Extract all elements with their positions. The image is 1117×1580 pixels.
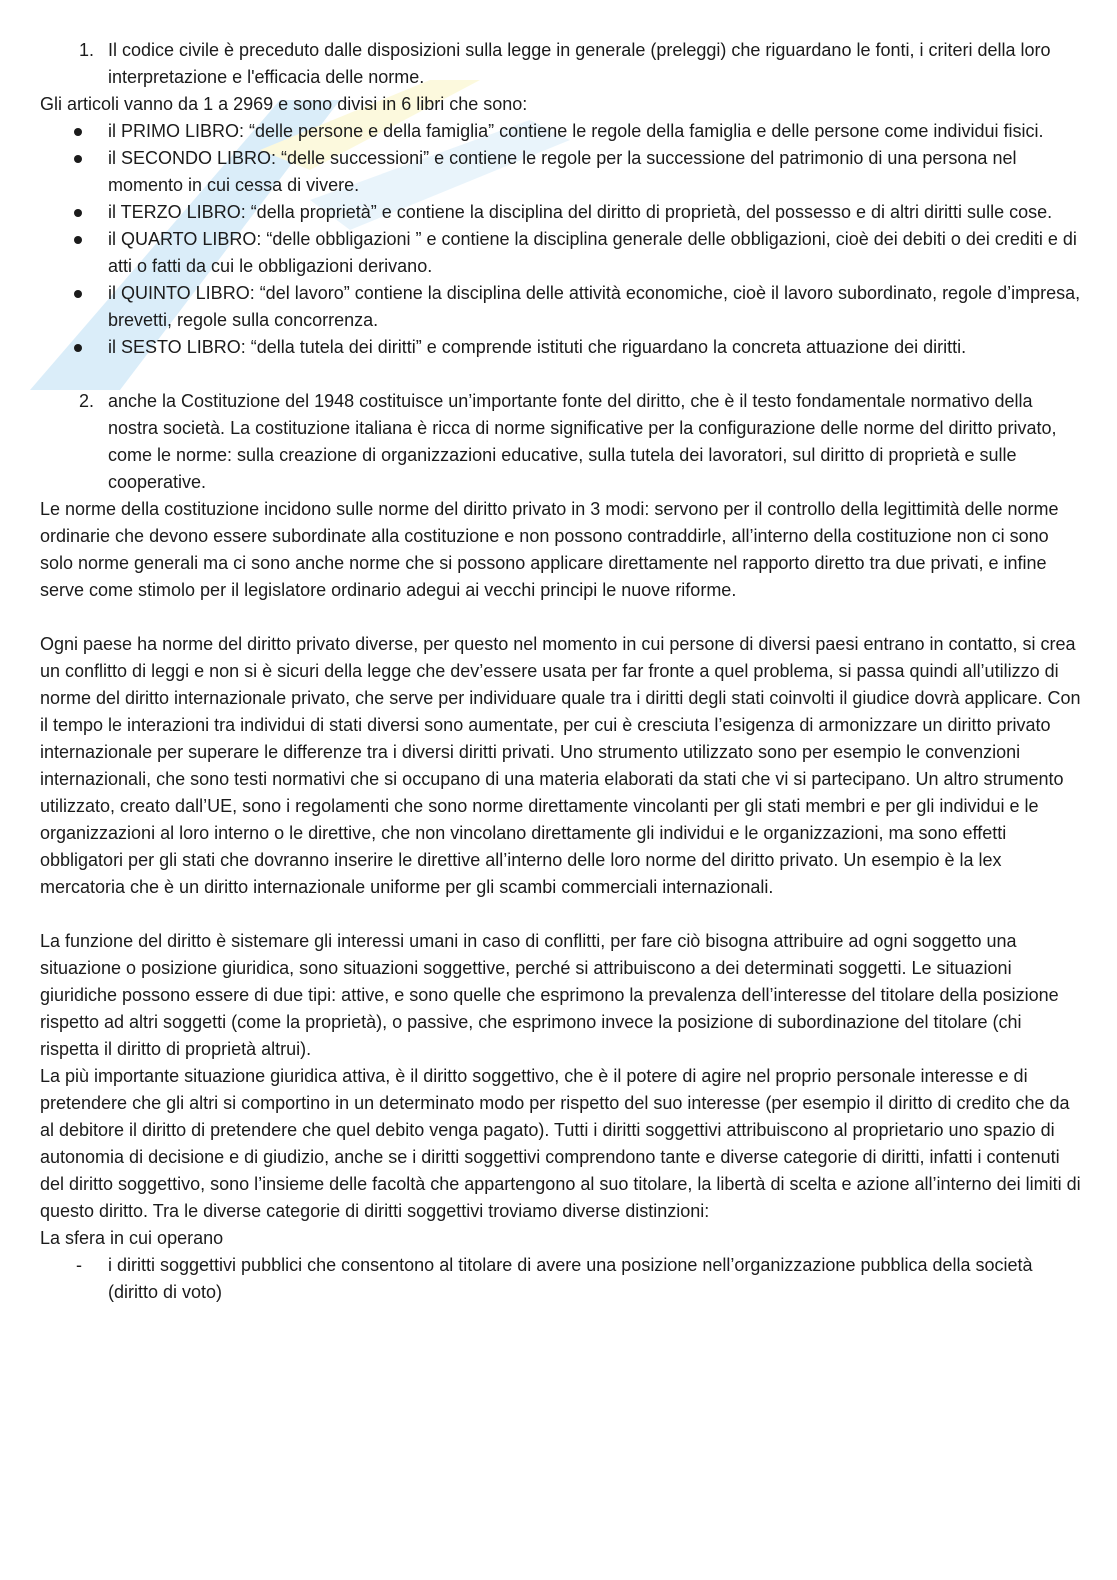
paragraph-function: La funzione del diritto è sistemare gli interessi umani in caso di conflitti, per fare ciò bisogna attribuire ad ogni soggetto una situazione o posizione giuridica, sono situazioni soggettive, perché si attribuiscono a dei determinati soggetti. Le situazioni giuridiche possono essere di due tipi: attive, e sono quelle che esprimono la prevalenza dell’interesse del titolare della posizione rispetto ad altri soggetti (come la proprietà), o passive, che esprimono invece la posizione di subordinazione del titolare (chi rispetta il diritto di proprietà altrui).	[40, 931, 1059, 1059]
bullet-icon	[40, 334, 108, 361]
numbered-item-2	[40, 388, 1082, 496]
numbered-item-1	[40, 37, 1082, 91]
list-item	[40, 118, 1082, 145]
bullet-icon	[40, 145, 108, 199]
list-item	[40, 145, 1082, 199]
dash-list-item	[40, 1252, 1082, 1306]
spacer	[40, 604, 1082, 631]
spacer	[40, 901, 1082, 928]
paragraph-constitution: Le norme della costituzione incidono sulle norme del diritto privato in 3 modi: servono per il controllo della legittimità delle norme ordinarie che devono essere subordinate alla costituzione e non possono contraddirle, all’interno della costituzione non ci sono solo norme generali ma ci sono anche norme che si possono applicare direttamente nel rapporto diretto tra due privati, e infine serve come stimolo per il legislatore ordinario adegui ai vecchi principi le nuove riforme.	[40, 499, 1059, 600]
bullet-icon	[40, 118, 108, 145]
bullet-icon	[40, 226, 108, 280]
list-item	[40, 280, 1082, 334]
paragraph-international: Ogni paese ha norme del diritto privato diverse, per questo nel momento in cui persone di diversi paesi entrano in contatto, si crea un conflitto di leggi e non si è sicuri della legge che dev’essere usata per far fronte a quel problema, si passa quindi all’utilizzo di norme del diritto internazionale privato, che serve per individuare quale tra i diritti degli stati coinvolti il giudice dovrà applicare. Con il tempo le interazioni tra individui di stati diversi sono aumentate, per cui è cresciuta l’esigenza di armonizzare un diritto privato internazionale per superare le differenze tra i diversi diritti privati. Uno strumento utilizzato sono per esempio le convenzioni internazionali, che sono testi normativi che si occupano di una materia elaborati da stati che vi si partecipano. Un altro strumento utilizzato, creato dall’UE, sono i regolamenti che sono norme direttamente vincolanti per gli stati membri e per gli individui e le organizzazioni al loro interno o le direttive, che non vincolano direttamente gli individui e le organizzazioni, ma sono effetti obbligatori per gli stati che dovranno inserire le direttive all’interno delle loro norme del diritto privato. Un esempio è la lex mercatoria che è un diritto internazionale uniforme per gli scambi commerciali internazionali.	[40, 634, 1081, 897]
list-item-text: anche la Costituzione del 1948 costituisce un’importante fonte del diritto, che è il testo fondamentale normativo della nostra società. La costituzione italiana è ricca di norme significative per la configurazione delle norme del diritto privato, come le norme: sulla creazione di organizzazioni educative, sulla tutela dei lavoratori, sul diritto di proprietà e sulle cooperative.	[108, 391, 1057, 492]
document-page	[40, 37, 1082, 1306]
list-item-text: il TERZO LIBRO: “della proprietà” e contiene la disciplina del diritto di proprietà, del possesso e di altri diritti sulle cose.	[108, 202, 1053, 222]
spacer	[40, 361, 1082, 388]
list-number: 1.	[78, 40, 94, 60]
dash-marker: -	[76, 1255, 82, 1275]
articles-line: Gli articoli vanno da 1 a 2969 e sono divisi in 6 libri che sono:	[40, 94, 528, 114]
list-item-text: il PRIMO LIBRO: “delle persone e della famiglia” contiene le regole della famiglia e delle persone come individui fisici.	[108, 121, 1044, 141]
bullet-icon	[40, 199, 108, 226]
list-item	[40, 226, 1082, 280]
list-item-text: il SESTO LIBRO: “della tutela dei diritti” e comprende istituti che riguardano la concreta attuazione dei diritti.	[108, 337, 967, 357]
paragraph-sphere: La sfera in cui operano	[40, 1228, 224, 1248]
list-item-text: il QUARTO LIBRO: “delle obbligazioni ” e contiene la disciplina generale delle obbligazioni, cioè dei debiti o dei crediti e di atti o fatti da cui le obbligazioni derivano.	[108, 229, 1077, 276]
list-number: 2.	[78, 391, 94, 411]
list-item	[40, 199, 1082, 226]
books-list	[40, 118, 1082, 361]
list-item-text: il SECONDO LIBRO: “delle successioni” e contiene le regole per la successione del patrimonio di una persona nel momento in cui cessa di vivere.	[108, 148, 1017, 195]
list-item-text: Il codice civile è preceduto dalle disposizioni sulla legge in generale (preleggi) che riguardano le fonti, i criteri della loro interpretazione e l'efficacia delle norme.	[108, 40, 1051, 87]
paragraph-subjective-right: La più importante situazione giuridica attiva, è il diritto soggettivo, che è il potere di agire nel proprio personale interesse e di pretendere che gli altri si comportino in un determinato modo per rispetto del suo interesse (per esempio il diritto di credito che da al debitore il diritto di pretendere che quel debito venga pagato). Tutti i diritti soggettivi attribuiscono al proprietario uno spazio di autonomia di decisione e di giudizio, anche se i diritti soggettivi comprendono tante e diverse categorie di diritti, infatti i contenuti del diritto soggettivo, sono l’insieme delle facoltà che appartengono al suo titolare, la libertà di scelta e azione all’interno dei limiti di questo diritto. Tra le diverse categorie di diritti soggettivi troviamo diverse distinzioni:	[40, 1066, 1081, 1221]
list-item	[40, 334, 1082, 361]
list-item-text: il QUINTO LIBRO: “del lavoro” contiene la disciplina delle attività economiche, cioè il lavoro subordinato, regole d’impresa, brevetti, regole sulla concorrenza.	[108, 283, 1081, 330]
list-item-text: i diritti soggettivi pubblici che consentono al titolare di avere una posizione nell’organizzazione pubblica della società (diritto di voto)	[108, 1255, 1033, 1302]
bullet-icon	[40, 280, 108, 334]
